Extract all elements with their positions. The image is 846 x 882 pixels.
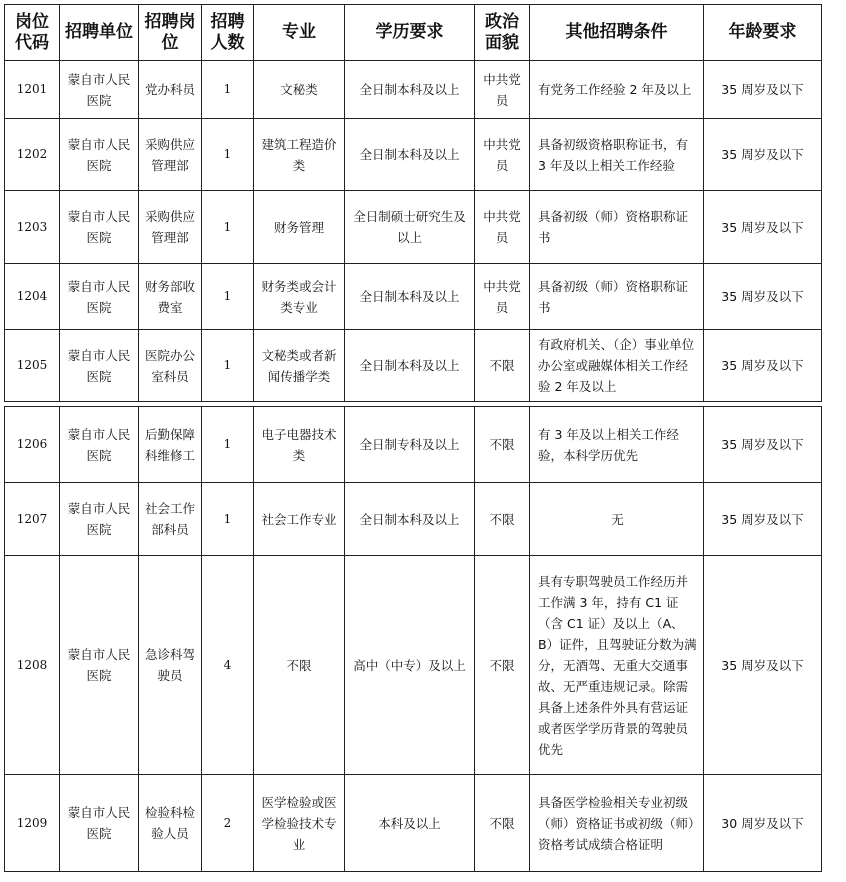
cell-politics: 中共党员 <box>475 191 530 264</box>
table-row <box>5 556 822 775</box>
cell-unit: 蒙自市人民医院 <box>60 775 139 872</box>
cell-education: 本科及以上 <box>345 775 475 872</box>
header-code: 岗位代码 <box>5 5 60 61</box>
recruitment-table-top <box>4 4 822 402</box>
table-row <box>5 407 822 483</box>
cell-major: 文秘类 <box>254 61 345 119</box>
cell-major: 社会工作专业 <box>254 483 345 556</box>
cell-other: 有 3 年及以上相关工作经验，本科学历优先 <box>530 407 704 483</box>
cell-count: 1 <box>202 119 254 191</box>
cell-age: 35 周岁及以下 <box>704 264 822 330</box>
cell-major: 财务类或会计类专业 <box>254 264 345 330</box>
cell-position: 后勤保障科维修工 <box>139 407 202 483</box>
cell-position: 财务部收费室 <box>139 264 202 330</box>
cell-age: 35 周岁及以下 <box>704 61 822 119</box>
cell-other: 具有专职驾驶员工作经历并工作满 3 年，持有 C1 证（含 C1 证）及以上（A、B）证件，且驾驶证分数为满分，无酒驾、无重大交通事故、无严重违规记录。除需具备上述条件外具有营运证或者医学学历背景的驾驶员优先 <box>530 556 704 775</box>
cell-code: 1209 <box>5 775 60 872</box>
cell-code: 1206 <box>5 407 60 483</box>
cell-politics: 不限 <box>475 556 530 775</box>
cell-age: 35 周岁及以下 <box>704 483 822 556</box>
cell-position: 采购供应管理部 <box>139 191 202 264</box>
cell-unit: 蒙自市人民医院 <box>60 483 139 556</box>
cell-age: 35 周岁及以下 <box>704 407 822 483</box>
header-major: 专业 <box>254 5 345 61</box>
cell-major: 电子电器技术类 <box>254 407 345 483</box>
cell-code: 1201 <box>5 61 60 119</box>
cell-count: 1 <box>202 407 254 483</box>
cell-count: 1 <box>202 264 254 330</box>
cell-education: 全日制专科及以上 <box>345 407 475 483</box>
cell-count: 2 <box>202 775 254 872</box>
cell-age: 35 周岁及以下 <box>704 119 822 191</box>
cell-major: 建筑工程造价类 <box>254 119 345 191</box>
table-row <box>5 264 822 330</box>
table-row <box>5 775 822 872</box>
header-education: 学历要求 <box>345 5 475 61</box>
cell-count: 1 <box>202 191 254 264</box>
cell-age: 35 周岁及以下 <box>704 191 822 264</box>
header-other: 其他招聘条件 <box>530 5 704 61</box>
table-row <box>5 119 822 191</box>
cell-code: 1204 <box>5 264 60 330</box>
table-row <box>5 330 822 402</box>
cell-code: 1208 <box>5 556 60 775</box>
cell-education: 全日制本科及以上 <box>345 119 475 191</box>
cell-unit: 蒙自市人民医院 <box>60 264 139 330</box>
cell-other: 有政府机关、（企）事业单位办公室或融媒体相关工作经验 2 年及以上 <box>530 330 704 402</box>
table-row <box>5 483 822 556</box>
cell-education: 全日制本科及以上 <box>345 330 475 402</box>
cell-other: 有党务工作经验 2 年及以上 <box>530 61 704 119</box>
header-count: 招聘人数 <box>202 5 254 61</box>
recruitment-table-bottom <box>4 406 822 872</box>
cell-position: 党办科员 <box>139 61 202 119</box>
cell-other: 具备初级资格职称证书，有 3 年及以上相关工作经验 <box>530 119 704 191</box>
cell-count: 1 <box>202 330 254 402</box>
cell-other: 具备医学检验相关专业初级（师）资格证书或初级（师）资格考试成绩合格证明 <box>530 775 704 872</box>
cell-age: 35 周岁及以下 <box>704 556 822 775</box>
header-unit: 招聘单位 <box>60 5 139 61</box>
cell-education: 全日制本科及以上 <box>345 61 475 119</box>
cell-age: 30 周岁及以下 <box>704 775 822 872</box>
cell-unit: 蒙自市人民医院 <box>60 407 139 483</box>
cell-major: 文秘类或者新闻传播学类 <box>254 330 345 402</box>
cell-politics: 不限 <box>475 407 530 483</box>
cell-other: 无 <box>530 483 704 556</box>
cell-politics: 不限 <box>475 775 530 872</box>
cell-other: 具备初级（师）资格职称证书 <box>530 264 704 330</box>
cell-education: 全日制本科及以上 <box>345 264 475 330</box>
header-politics: 政治面貌 <box>475 5 530 61</box>
cell-position: 检验科检验人员 <box>139 775 202 872</box>
cell-position: 采购供应管理部 <box>139 119 202 191</box>
cell-major: 不限 <box>254 556 345 775</box>
cell-count: 4 <box>202 556 254 775</box>
cell-politics: 中共党员 <box>475 119 530 191</box>
cell-code: 1202 <box>5 119 60 191</box>
cell-count: 1 <box>202 483 254 556</box>
cell-count: 1 <box>202 61 254 119</box>
cell-code: 1207 <box>5 483 60 556</box>
cell-code: 1205 <box>5 330 60 402</box>
cell-education: 高中（中专）及以上 <box>345 556 475 775</box>
cell-major: 财务管理 <box>254 191 345 264</box>
cell-education: 全日制本科及以上 <box>345 483 475 556</box>
cell-politics: 中共党员 <box>475 61 530 119</box>
cell-unit: 蒙自市人民医院 <box>60 61 139 119</box>
table-row <box>5 61 822 119</box>
cell-other: 具备初级（师）资格职称证书 <box>530 191 704 264</box>
cell-age: 35 周岁及以下 <box>704 330 822 402</box>
cell-position: 医院办公室科员 <box>139 330 202 402</box>
cell-code: 1203 <box>5 191 60 264</box>
cell-education: 全日制硕士研究生及以上 <box>345 191 475 264</box>
header-row <box>5 5 822 61</box>
cell-politics: 中共党员 <box>475 264 530 330</box>
cell-unit: 蒙自市人民医院 <box>60 191 139 264</box>
header-position: 招聘岗位 <box>139 5 202 61</box>
cell-major: 医学检验或医学检验技术专业 <box>254 775 345 872</box>
cell-politics: 不限 <box>475 483 530 556</box>
cell-unit: 蒙自市人民医院 <box>60 119 139 191</box>
header-age: 年龄要求 <box>704 5 822 61</box>
cell-unit: 蒙自市人民医院 <box>60 556 139 775</box>
cell-unit: 蒙自市人民医院 <box>60 330 139 402</box>
cell-position: 社会工作部科员 <box>139 483 202 556</box>
cell-position: 急诊科驾驶员 <box>139 556 202 775</box>
cell-politics: 不限 <box>475 330 530 402</box>
table-row <box>5 191 822 264</box>
